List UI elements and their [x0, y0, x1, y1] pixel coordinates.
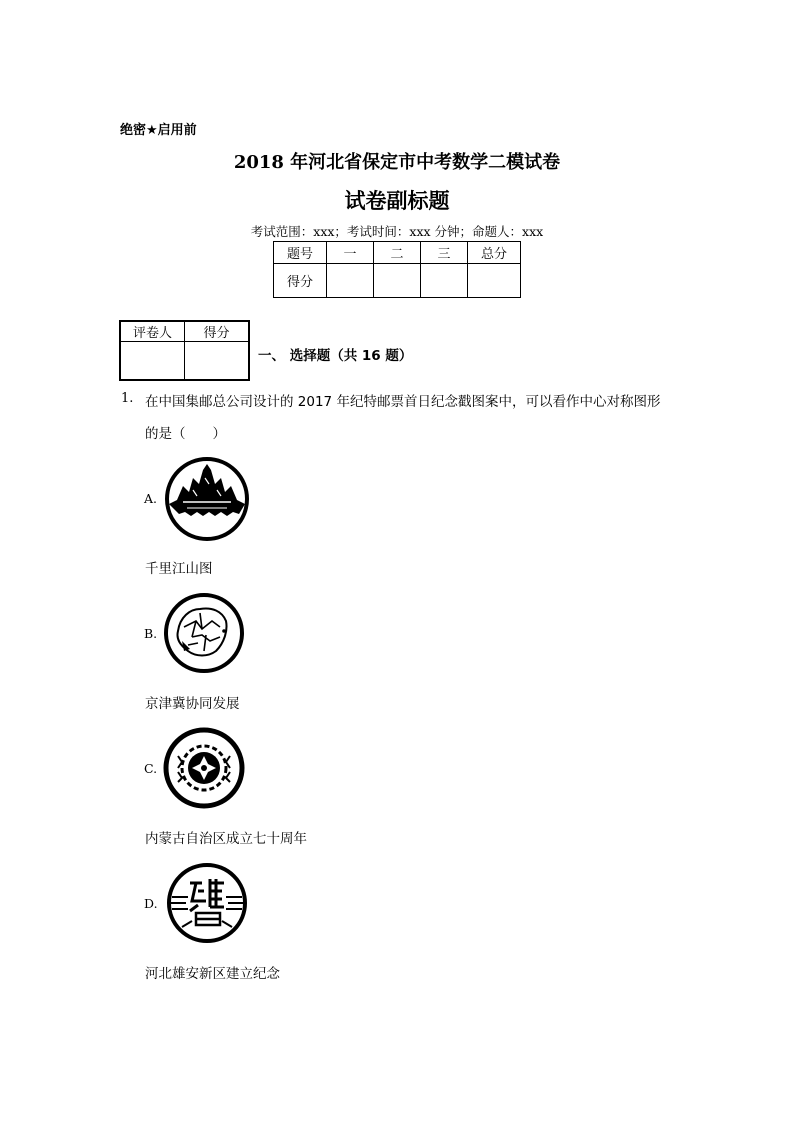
grader-table [119, 320, 250, 381]
xiong-character-stamp-icon [162, 861, 252, 945]
question-text-continued: 的是（ ） [145, 426, 226, 442]
mountain-stamp-icon [163, 456, 251, 542]
map-stamp-icon [162, 591, 246, 675]
option-a-caption: 千里江山图 [145, 561, 213, 577]
option-c-caption: 内蒙古自治区成立七十周年 [145, 831, 307, 847]
section-title: 一、 选择题（共 16 题） [258, 348, 413, 364]
score-row-label: 得分 [274, 264, 327, 298]
option-d-label: D. [144, 896, 158, 911]
score-table-header: 一 [327, 242, 374, 264]
score-table-header: 总分 [468, 242, 521, 264]
grader-cell [185, 342, 250, 380]
score-table [273, 241, 521, 298]
option-d-caption: 河北雄安新区建立纪念 [145, 966, 280, 982]
confidential-label: 绝密★启用前 [120, 123, 197, 138]
score-table-header: 二 [374, 242, 421, 264]
score-cell [374, 264, 421, 298]
score-cell [468, 264, 521, 298]
option-b-label: B. [144, 626, 158, 641]
question-text: 在中国集邮总公司设计的 2017 年纪特邮票首日纪念戳图案中，可以看作中心对称图形 [145, 394, 661, 410]
grader-header: 得分 [185, 321, 250, 342]
score-cell [327, 264, 374, 298]
grader-cell [120, 342, 185, 380]
option-c-label: C. [144, 761, 158, 776]
grader-header: 评卷人 [120, 321, 185, 342]
exam-info: 考试范围：xxx；考试时间：xxx 分钟；命题人：xxx [250, 224, 544, 239]
question-number: 1. [121, 391, 134, 406]
flower-stamp-icon [162, 726, 246, 810]
page-subtitle: 试卷副标题 [344, 188, 450, 213]
score-cell [421, 264, 468, 298]
score-table-header: 题号 [274, 242, 327, 264]
option-a-label: A. [144, 491, 158, 506]
option-b-caption: 京津冀协同发展 [145, 696, 240, 712]
page-title: 2018 年河北省保定市中考数学二模试卷 [233, 152, 561, 173]
score-table-header: 三 [421, 242, 468, 264]
